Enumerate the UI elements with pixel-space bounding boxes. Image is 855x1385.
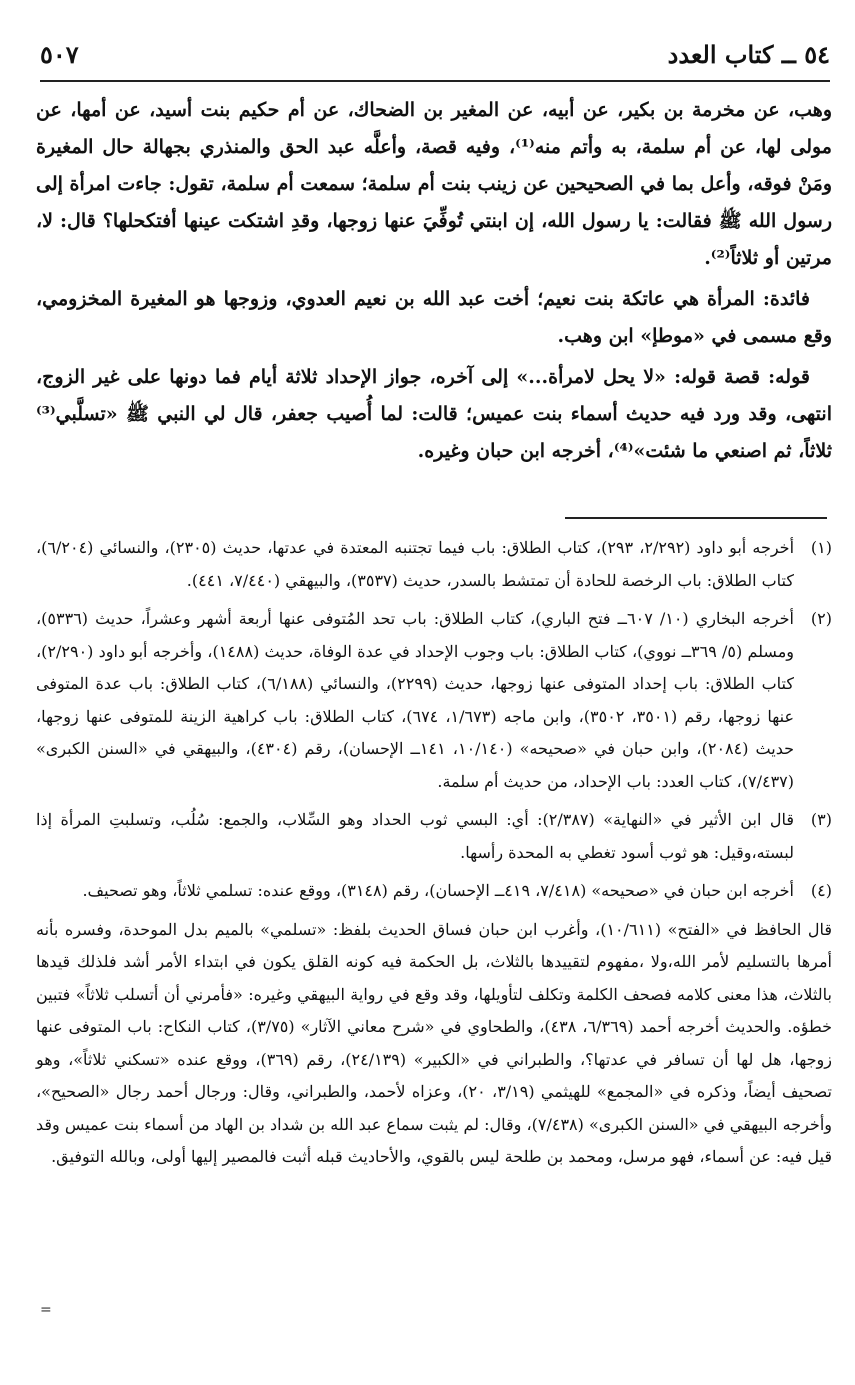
footnote <box>36 875 832 908</box>
footnote-text: أخرجه أبو داود (٢/٢٩٢، ٢٩٣)، كتاب الطلاق: باب فيما تجتنبه المعتدة في عدتها، حديث (٢٣٠٥)، والنسائي (٦/٢٠٤)، كتاب الطلاق: باب الرخصة للحادة أن تمتشط بالسدر، حديث (٣٥٣٧)، والبيهقي (٧/٤٤٠، ٤٤١). <box>36 538 795 590</box>
header-rule <box>40 80 830 82</box>
footnotes <box>36 532 832 1174</box>
page-number: ٥٠٧ <box>40 40 79 69</box>
footnote-text: أخرجه ابن حبان في «صحيحه» (٧/٤١٨، ٤١٩ــ الإحسان)، رقم (٣١٤٨)، ووقع عنده: تسلمي ثلاثاً، وهو تصحيف. <box>82 881 794 900</box>
running-header <box>40 40 830 74</box>
margin-mark: = <box>40 1302 52 1318</box>
footnote <box>36 804 832 869</box>
main-paragraph: وهب، عن مخرمة بن بكير، عن أبيه، عن المغير بن الضحاك، عن أم حكيم بنت أسيد، عن أمها، عن مولى لها، عن أم سلمة، به وأتم منه⁽¹⁾، وفيه قصة، وأعلَّه عبد الحق والمنذري بجهالة حال المغيرة ومَنْ فوقه، وأعل بما في الصحيحين عن زينب بنت أم سلمة؛ سمعت أم سلمة، تقول: جاءت امرأة إلى رسول الله ﷺ فقالت: يا رسول الله، إن ابنتي تُوفِّيَ عنها زوجها، وقدِ اشتكت عينها أفتكحلها؟ قال: لا، مرتين أو ثلاثاً⁽²⁾. <box>36 99 832 269</box>
footnote-number: (٣) <box>810 810 832 829</box>
chapter-title: ٥٤ ــ كتاب العدد <box>667 40 830 69</box>
footnote-number: (١) <box>810 538 832 557</box>
benefit-paragraph: فائدة: المرأة هي عاتكة بنت نعيم؛ أخت عبد الله بن نعيم العدوي، وزوجها هو المغيرة المخزومي، وقع مسمى في «موطإ» ابن وهب. <box>36 288 832 347</box>
footnote-separator <box>565 517 827 519</box>
footnote-continuation: قال الحافظ في «الفتح» (١٠/٦١١)، وأغرب ابن حبان فساق الحديث بلفظ: «تسلمي» بالميم بدل الموحدة، وفسره بأنه أمرها بالتسليم لأمر الله،ولا ،مفهوم لتقييدها بالثلاث، بل الحكمة فيه كونه القلق يكون في ابتداء الأمر أشد فلذلك قيدها بالثلاث، هذا معنى كلامه فصحف الكلمة وتكلف لتأويلها، وقد وقع في رواية البيهقي وغيره: «فأمرني أن أتسلب ثلاثاً» فتبين خطؤه. والحديث أخرجه أحمد (٦/٣٦٩، ٤٣٨)، والطحاوي في «شرح معاني الآثار» (٣/٧٥)، كتاب النكاح: باب المتوفى عنها زوجها، هل لها أن تسافر في عدتها؟، والطبراني في «الكبير» (٢٤/١٣٩)، رقم (٣٦٩)، ووقع عنده «تسكني ثلاثاً»، وهو تصحيف أيضاً، وذكره في «المجمع» للهيثمي (٣/١٩، ٢٠)، وعزاه لأحمد، والطبراني، وقال: ورجال أحمد رجال «الصحيح»، وأخرجه البيهقي في «السنن الكبرى» (٧/٤٣٨)، وقال: لم يثبت سماع عبد الله بن شداد بن الهاد من أسماء بنت عميس وقد قيل فيه: عن أسماء، فهو مرسل، ومحمد بن طلحة ليس بالقوي، والأحاديث قبله أثبت فالمصير إليها أولى، وبالله التوفيق. <box>36 919 833 1166</box>
footnote-text: قال ابن الأثير في «النهاية» (٢/٣٨٧): أي: البسي ثوب الحداد وهو السِّلاب، والجمع: سُلُب، وتسلبتِ المرأة إذا لبسته،وقيل: هو ثوب أسود تغطي به المحدة رأسها. <box>36 810 794 862</box>
main-paragraph: قوله: قصة قوله: «لا يحل لامرأة...» إلى آخره، جواز الإحداد ثلاثة أيام فما دونها على غير الزوج، انتهى، وقد ورد فيه حديث أسماء بنت عميس؛ قالت: لما أُصيب جعفر، قال لي النبي ﷺ «تسلَّبي⁽³⁾ ثلاثاً، ثم اصنعي ما شئت»⁽⁴⁾، أخرجه ابن حبان وغيره. <box>36 366 832 462</box>
main-text <box>36 92 832 474</box>
footnote-number: (٤) <box>810 881 832 900</box>
footnote-text: أخرجه البخاري (١٠/ ٦٠٧ــ فتح الباري)، كتاب الطلاق: باب تحد المُتوفى عنها أربعة أشهر وعشراً، حديث (٥٣٣٦)، ومسلم (٥/ ٣٦٩ــ نووي)، كتاب الطلاق: باب وجوب الإحداد في عدة الوفاة، حديث (١٤٨٨)، وأخرجه أبو داود (٢/٢٩٠)، كتاب الطلاق: باب إحداد المتوفى عنها زوجها، حديث (٢٢٩٩)، والنسائي (٦/١٨٨)، كتاب الطلاق: باب عدة المتوفى عنها زوجها، رقم (٣٥٠١، ٣٥٠٢)، وابن ماجه (١/٦٧٣، ٦٧٤)، كتاب الطلاق: باب كراهية الزينة للمتوفى عنها زوجها، حديث (٢٠٨٤)، وابن حبان في «صحيحه» (١٠/١٤٠، ١٤١ــ الإحسان)، رقم (٤٣٠٤)، والبيهقي في «السنن الكبرى» (٧/٤٣٧)، كتاب العدد: باب الإحداد، من حديث أم سلمة. <box>36 609 795 791</box>
footnote-number: (٢) <box>810 609 832 628</box>
footnote <box>36 532 832 597</box>
footnote <box>36 603 832 798</box>
